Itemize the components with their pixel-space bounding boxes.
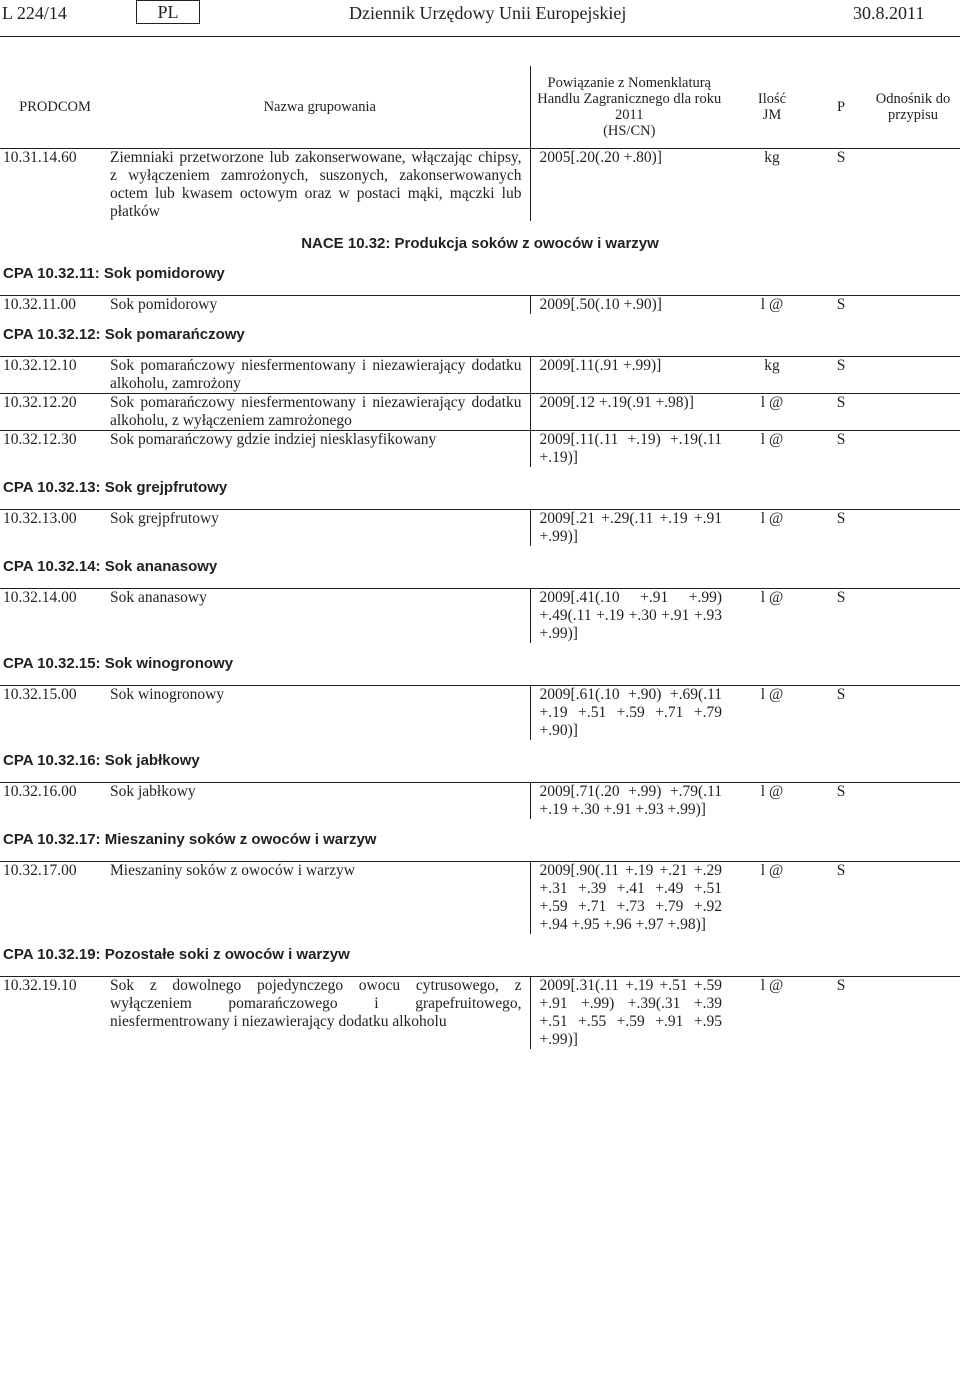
cn-codes: 2009[.11(.91 +.99)] <box>530 357 728 394</box>
unit: l @ <box>760 862 784 879</box>
cpa-heading-text: CPA 10.32.17: Mieszaniny soków z owoców i warzyw <box>0 819 960 862</box>
footnote <box>866 510 960 547</box>
table-row <box>0 296 960 315</box>
table-row <box>0 862 960 935</box>
cn-codes: 2009[.90(.11 +.19 +.21 +.29 +.31 +.39 +.41 +.49 +.51 +.59 +.71 +.73 +.79 +.92 +.94 +.95 +.96 +.97 +.98)] <box>530 862 728 935</box>
p-code: S <box>836 862 846 879</box>
p-code: S <box>836 977 846 994</box>
item-description: Sok jabłkowy <box>110 783 196 800</box>
cpa-heading-text: CPA 10.32.11: Sok pomidorowy <box>0 257 960 296</box>
cn-codes: 2009[.50(.10 +.90)] <box>530 296 728 315</box>
cn-codes: 2009[.11(.11 +.19) +.19(.11 +.19)] <box>530 431 728 468</box>
language-code: PL <box>136 0 200 24</box>
footnote <box>866 686 960 741</box>
prodcom-code: 10.32.12.20 <box>3 394 77 411</box>
header-rule <box>0 36 960 37</box>
table-row <box>0 357 960 394</box>
table-row <box>0 149 960 222</box>
item-description: Ziemniaki przetworzone lub zakonserwowane, włączając chipsy, z wyłączeniem zamrożonych, suszonych, zakonserwowanych octem lub kwasem octowym oraz w postaci mąki, mączki lub płatków <box>110 149 522 220</box>
col-footnote: Odnośnik do przypisu <box>875 91 951 123</box>
page-reference: L 224/14 <box>2 3 67 23</box>
item-description: Sok ananasowy <box>110 589 207 606</box>
item-description: Sok pomidorowy <box>110 296 218 313</box>
footnote <box>866 296 960 315</box>
prodcom-code: 10.32.13.00 <box>3 510 77 527</box>
cn-codes: 2009[.31(.11 +.19 +.51 +.59 +.91 +.99) +.39(.31 +.39 +.51 +.55 +.59 +.91 +.95 +.99)] <box>530 977 728 1050</box>
footnote <box>866 589 960 644</box>
cpa-heading-text: CPA 10.32.12: Sok pomarańczowy <box>0 314 960 357</box>
prodcom-code: 10.31.14.60 <box>3 149 77 166</box>
unit: kg <box>764 357 780 374</box>
unit: kg <box>764 149 780 166</box>
col-quantity: Ilość JM <box>757 91 787 123</box>
column-header-row <box>0 66 960 149</box>
nace-heading-text: NACE 10.32: Produkcja soków z owoców i warzyw <box>301 235 659 252</box>
p-code: S <box>836 783 846 800</box>
p-code: S <box>836 686 846 703</box>
prodcom-code: 10.32.12.10 <box>3 357 77 374</box>
col-p: P <box>836 99 846 115</box>
item-description: Sok winogronowy <box>110 686 225 703</box>
table-row <box>0 431 960 468</box>
item-description: Mieszaniny soków z owoców i warzyw <box>110 862 355 879</box>
prodcom-code: 10.32.14.00 <box>3 589 77 606</box>
prodcom-code: 10.32.19.10 <box>3 977 77 994</box>
prodcom-table <box>0 66 960 1049</box>
table-row <box>0 783 960 820</box>
footnote <box>866 394 960 431</box>
p-code: S <box>836 510 846 527</box>
page-header <box>0 0 960 30</box>
item-description: Sok pomarańczowy niesfermentowany i niezawierający dodatku alkoholu, zamrożony <box>110 357 522 392</box>
prodcom-code: 10.32.11.00 <box>3 296 77 313</box>
unit: l @ <box>760 589 784 606</box>
p-code: S <box>836 149 846 166</box>
unit: l @ <box>760 296 784 313</box>
footnote <box>866 783 960 820</box>
cpa-heading-text: CPA 10.32.15: Sok winogronowy <box>0 643 960 686</box>
unit: l @ <box>760 394 784 411</box>
unit: l @ <box>760 510 784 527</box>
p-code: S <box>836 394 846 411</box>
cpa-heading-text: CPA 10.32.19: Pozostałe soki z owoców i warzyw <box>0 934 960 977</box>
cn-codes: 2005[.20(.20 +.80)] <box>530 149 728 222</box>
item-description: Sok pomarańczowy gdzie indziej niesklasyfikowany <box>110 431 437 448</box>
cpa-heading <box>0 546 960 589</box>
table-row <box>0 394 960 431</box>
cn-codes: 2009[.61(.10 +.90) +.69(.11 +.19 +.51 +.59 +.71 +.79 +.90)] <box>530 686 728 741</box>
cn-codes: 2009[.71(.20 +.99) +.79(.11 +.19 +.30 +.91 +.93 +.99)] <box>530 783 728 820</box>
unit: l @ <box>760 686 784 703</box>
cpa-heading <box>0 314 960 357</box>
nace-heading <box>0 221 960 257</box>
cpa-heading <box>0 934 960 977</box>
cpa-heading <box>0 643 960 686</box>
prodcom-code: 10.32.16.00 <box>3 783 77 800</box>
col-name: Nazwa grupowania <box>263 99 376 115</box>
unit: l @ <box>760 783 784 800</box>
table-row <box>0 510 960 547</box>
p-code: S <box>836 296 846 313</box>
footnote <box>866 977 960 1050</box>
cn-codes: 2009[.21 +.29(.11 +.19 +.91 +.99)] <box>530 510 728 547</box>
publication-date: 30.8.2011 <box>853 3 925 23</box>
unit: l @ <box>760 977 784 994</box>
cpa-heading-text: CPA 10.32.14: Sok ananasowy <box>0 546 960 589</box>
prodcom-code: 10.32.15.00 <box>3 686 77 703</box>
prodcom-code: 10.32.17.00 <box>3 862 77 879</box>
cn-codes: 2009[.41(.10 +.91 +.99) +.49(.11 +.19 +.30 +.91 +.93 +.99)] <box>530 589 728 644</box>
p-code: S <box>836 357 846 374</box>
cpa-heading-text: CPA 10.32.13: Sok grejpfrutowy <box>0 467 960 510</box>
item-description: Sok grejpfrutowy <box>110 510 219 527</box>
cpa-heading <box>0 257 960 296</box>
footnote <box>866 357 960 394</box>
table-row <box>0 589 960 644</box>
p-code: S <box>836 589 846 606</box>
footnote <box>866 862 960 935</box>
col-cn: Powiązanie z Nomenklaturą Handlu Zagranicznego dla roku 2011 (HS/CN) <box>530 66 728 149</box>
table-row <box>0 686 960 741</box>
cpa-heading-text: CPA 10.32.16: Sok jabłkowy <box>0 740 960 783</box>
footnote <box>866 149 960 222</box>
unit: l @ <box>760 431 784 448</box>
item-description: Sok z dowolnego pojedynczego owocu cytrusowego, z wyłączeniem pomarańczowego i grapefruitowego, niesfermentrowany i niezawierający dodatku alkoholu <box>110 977 522 1030</box>
cpa-heading <box>0 740 960 783</box>
footnote <box>866 431 960 468</box>
cpa-heading <box>0 467 960 510</box>
journal-title: Dziennik Urzędowy Unii Europejskiej <box>349 3 627 23</box>
item-description: Sok pomarańczowy niesfermentowany i niezawierający dodatku alkoholu, z wyłączeniem zamrożonego <box>110 394 522 429</box>
col-prodcom: PRODCOM <box>19 99 91 115</box>
prodcom-code: 10.32.12.30 <box>3 431 77 448</box>
cpa-heading <box>0 819 960 862</box>
table-row <box>0 977 960 1050</box>
p-code: S <box>836 431 846 448</box>
cn-codes: 2009[.12 +.19(.91 +.98)] <box>530 394 728 431</box>
